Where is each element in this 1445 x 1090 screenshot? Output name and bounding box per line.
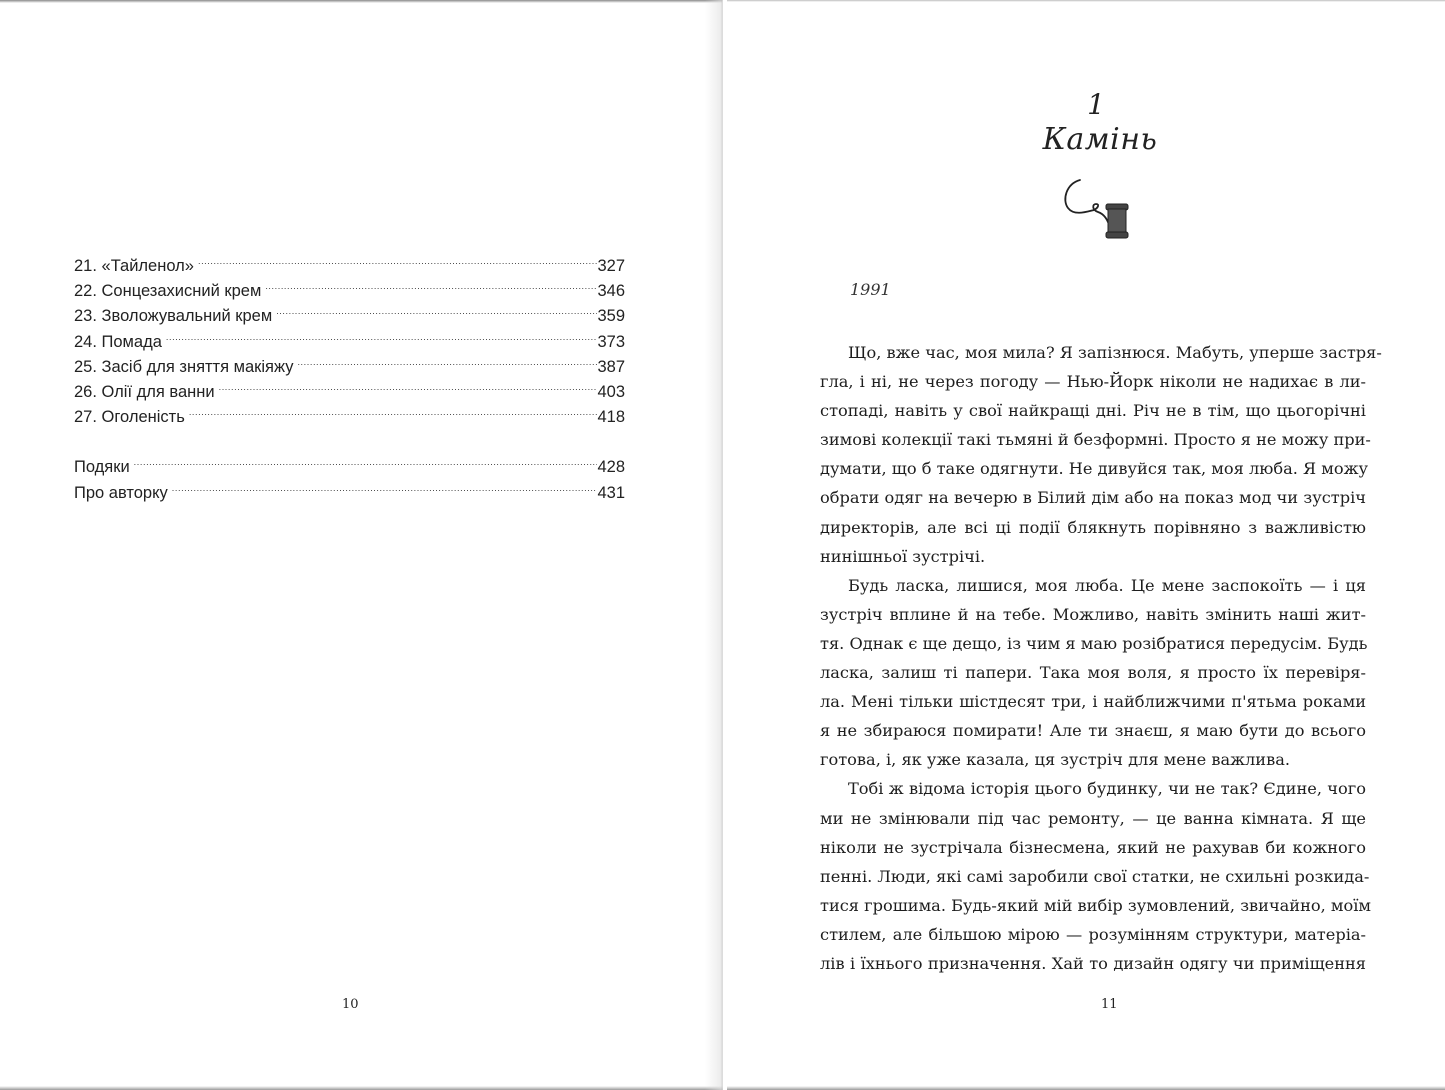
- text-line: ла. Мені тільки шістдесят три, і найближчими п'ятьма роками: [820, 692, 1366, 712]
- toc-entry-title: 21. «Тайленол»: [74, 257, 194, 275]
- text-line: стопаді, навіть у свої найкращі дні. Річ не в тім, що цьогорічні: [820, 401, 1366, 421]
- page-number-right: 11: [1101, 997, 1118, 1012]
- toc-entry-title: 25. Засіб для зняття макіяжу: [74, 357, 294, 376]
- toc-entry-page: 431: [597, 483, 625, 502]
- text-line: Що, вже час, моя мила? Я запізнюся. Мабуть, уперше застря-: [848, 343, 1382, 362]
- toc-entry-page: 418: [597, 408, 625, 427]
- text-line: готова, і, як уже казала, ця зустріч для мене важлива.: [820, 750, 1290, 770]
- toc-leader-dots: [219, 372, 598, 397]
- toc-entry: [74, 473, 625, 502]
- text-line: тя. Однак є ще дещо, із чим я маю розібратися передусім. Будь: [820, 633, 1368, 653]
- text-line: обрати одяг на вечерю в Білий дім або на показ мод чи зустріч: [820, 488, 1366, 508]
- text-line: зустріч вплине й на тебе. Можливо, навіть змінить наші жит-: [820, 604, 1366, 624]
- text-line: тися грошима. Будь-який мій вибір зумовлений, звичайно, моїм: [820, 895, 1372, 915]
- toc-entry-page: 387: [597, 357, 625, 376]
- text-line: гла, і ні, не через погоду — Нью-Йорк ніколи не надихає в ли-: [820, 372, 1366, 392]
- toc-entry-title: 27. Оголеність: [74, 408, 185, 427]
- text-line: стилем, але більшою мірою — розумінням структури, матеріа-: [820, 924, 1366, 944]
- text-line: ніколи не зустрічала бізнесмена, який не рахував би кожного: [820, 837, 1366, 857]
- toc-entry-title: Про авторку: [74, 483, 168, 502]
- toc-leader-dots: [189, 397, 598, 422]
- toc-entry-page: 403: [597, 382, 625, 401]
- toc-entry-title: 24. Помада: [74, 332, 162, 351]
- thread-spool-icon: [1058, 178, 1133, 240]
- text-line: ласка, залиш ті папери. Така моя воля, я просто їх перевіря-: [820, 663, 1366, 683]
- toc-leader-dots: [198, 246, 598, 271]
- text-line: зимові колекції такі тьмяні й безформні. Просто я не можу при-: [820, 430, 1371, 450]
- toc-leader-dots: [265, 271, 597, 296]
- text-line: нинішньої зустрічі.: [820, 546, 986, 566]
- toc-entry-page: 428: [597, 458, 625, 477]
- toc-entry-title: Подяки: [74, 458, 130, 477]
- text-line: думати, що б таке одягнути. Не дивуйся так, моя люба. Я можу: [820, 459, 1368, 479]
- left-page: [0, 0, 722, 1090]
- text-line: ми не змінювали під час ремонту, — це ванна кімната. Я ще: [820, 808, 1366, 828]
- text-line: директорів, але всі ці події блякнуть порівняно з важливістю: [820, 517, 1366, 537]
- chapter-title: Камінь: [1042, 122, 1158, 157]
- text-line: Будь ласка, лишися, моя люба. Це мене заспокоїть — і ця: [848, 575, 1366, 595]
- toc-entry-page: 359: [597, 307, 625, 326]
- toc-entry: [74, 447, 625, 477]
- text-line: лів і їхнього призначення. Хай то дизайн одягу чи приміщення: [820, 953, 1366, 973]
- text-line: пенні. Люди, які самі заробили свої статки, не схильні розкида-: [820, 866, 1370, 886]
- toc-entry-title: 23. Зволожувальний крем: [74, 307, 273, 326]
- toc-leader-dots: [297, 347, 597, 372]
- toc-entry-title: 26. Олії для ванни: [74, 382, 215, 401]
- toc-entry-page: 346: [597, 282, 625, 301]
- chapter-body-text: [820, 338, 1382, 978]
- toc-entry: [74, 246, 625, 275]
- page-top-edge: [0, 0, 722, 3]
- chapter-number: 1: [1087, 88, 1105, 121]
- page-top-edge: [722, 0, 1445, 2]
- text-line: я не збираюся помирати! Але ти знаєш, я маю бути до всього: [820, 721, 1366, 741]
- text-line: Тобі ж відома історія цього будинку, чи не так? Єдине, чого: [848, 779, 1366, 799]
- toc-leader-dots: [134, 447, 598, 472]
- page-number-left: 10: [342, 997, 359, 1012]
- toc-leader-dots: [166, 322, 598, 347]
- toc-entry-page: 373: [597, 332, 625, 351]
- toc-leader-dots: [172, 473, 598, 498]
- chapter-year: 1991: [850, 280, 891, 299]
- book-spine-gutter: [705, 0, 727, 1090]
- table-of-contents: [74, 246, 625, 502]
- toc-entry-title: 22. Сонцезахисний крем: [74, 282, 262, 301]
- toc-leader-dots: [276, 296, 597, 321]
- toc-entry-page: 327: [597, 257, 625, 275]
